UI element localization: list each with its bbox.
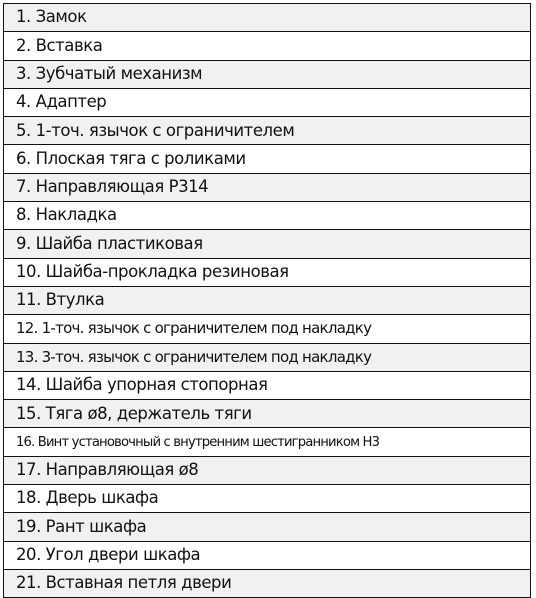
part-item: 4. Адаптер <box>4 88 531 116</box>
table-row <box>4 145 531 173</box>
part-item: 14. Шайба упорная стопорная <box>4 371 531 399</box>
part-item: 2. Вставка <box>4 32 531 60</box>
table-row <box>4 371 531 399</box>
part-item: 20. Угол двери шкафа <box>4 541 531 569</box>
part-item: 5. 1-точ. язычок с ограничителем <box>4 117 531 145</box>
part-item: 10. Шайба-прокладка резиновая <box>4 258 531 286</box>
part-item: 18. Дверь шкафа <box>4 485 531 513</box>
part-item: 9. Шайба пластиковая <box>4 230 531 258</box>
part-item: 12. 1-точ. язычок с ограничителем под накладку <box>4 315 531 343</box>
table-row <box>4 230 531 258</box>
table-row <box>4 428 531 456</box>
part-item: 6. Плоская тяга с роликами <box>4 145 531 173</box>
table-row <box>4 343 531 371</box>
table-row <box>4 485 531 513</box>
table-row <box>4 173 531 201</box>
part-item: 17. Направляющая ø8 <box>4 456 531 484</box>
part-item: 16. Винт установочный с внутренним шестигранником Н3 <box>4 428 531 456</box>
table-row <box>4 286 531 314</box>
part-item: 3. Зубчатый механизм <box>4 60 531 88</box>
parts-list-table <box>3 3 531 598</box>
table-row <box>4 4 531 32</box>
table-row <box>4 400 531 428</box>
part-item: 13. 3-точ. язычок с ограничителем под накладку <box>4 343 531 371</box>
table-row <box>4 456 531 484</box>
table-row <box>4 88 531 116</box>
table-row <box>4 117 531 145</box>
table-row <box>4 315 531 343</box>
part-item: 11. Втулка <box>4 286 531 314</box>
table-row <box>4 32 531 60</box>
table-row <box>4 60 531 88</box>
table-row <box>4 513 531 541</box>
table-row <box>4 202 531 230</box>
part-item: 7. Направляющая Р314 <box>4 173 531 201</box>
part-item: 15. Тяга ø8, держатель тяги <box>4 400 531 428</box>
part-item: 1. Замок <box>4 4 531 32</box>
part-item: 21. Вставная петля двери <box>4 569 531 597</box>
part-item: 8. Накладка <box>4 202 531 230</box>
table-row <box>4 541 531 569</box>
table-row <box>4 258 531 286</box>
part-item: 19. Рант шкафа <box>4 513 531 541</box>
table-row <box>4 569 531 597</box>
